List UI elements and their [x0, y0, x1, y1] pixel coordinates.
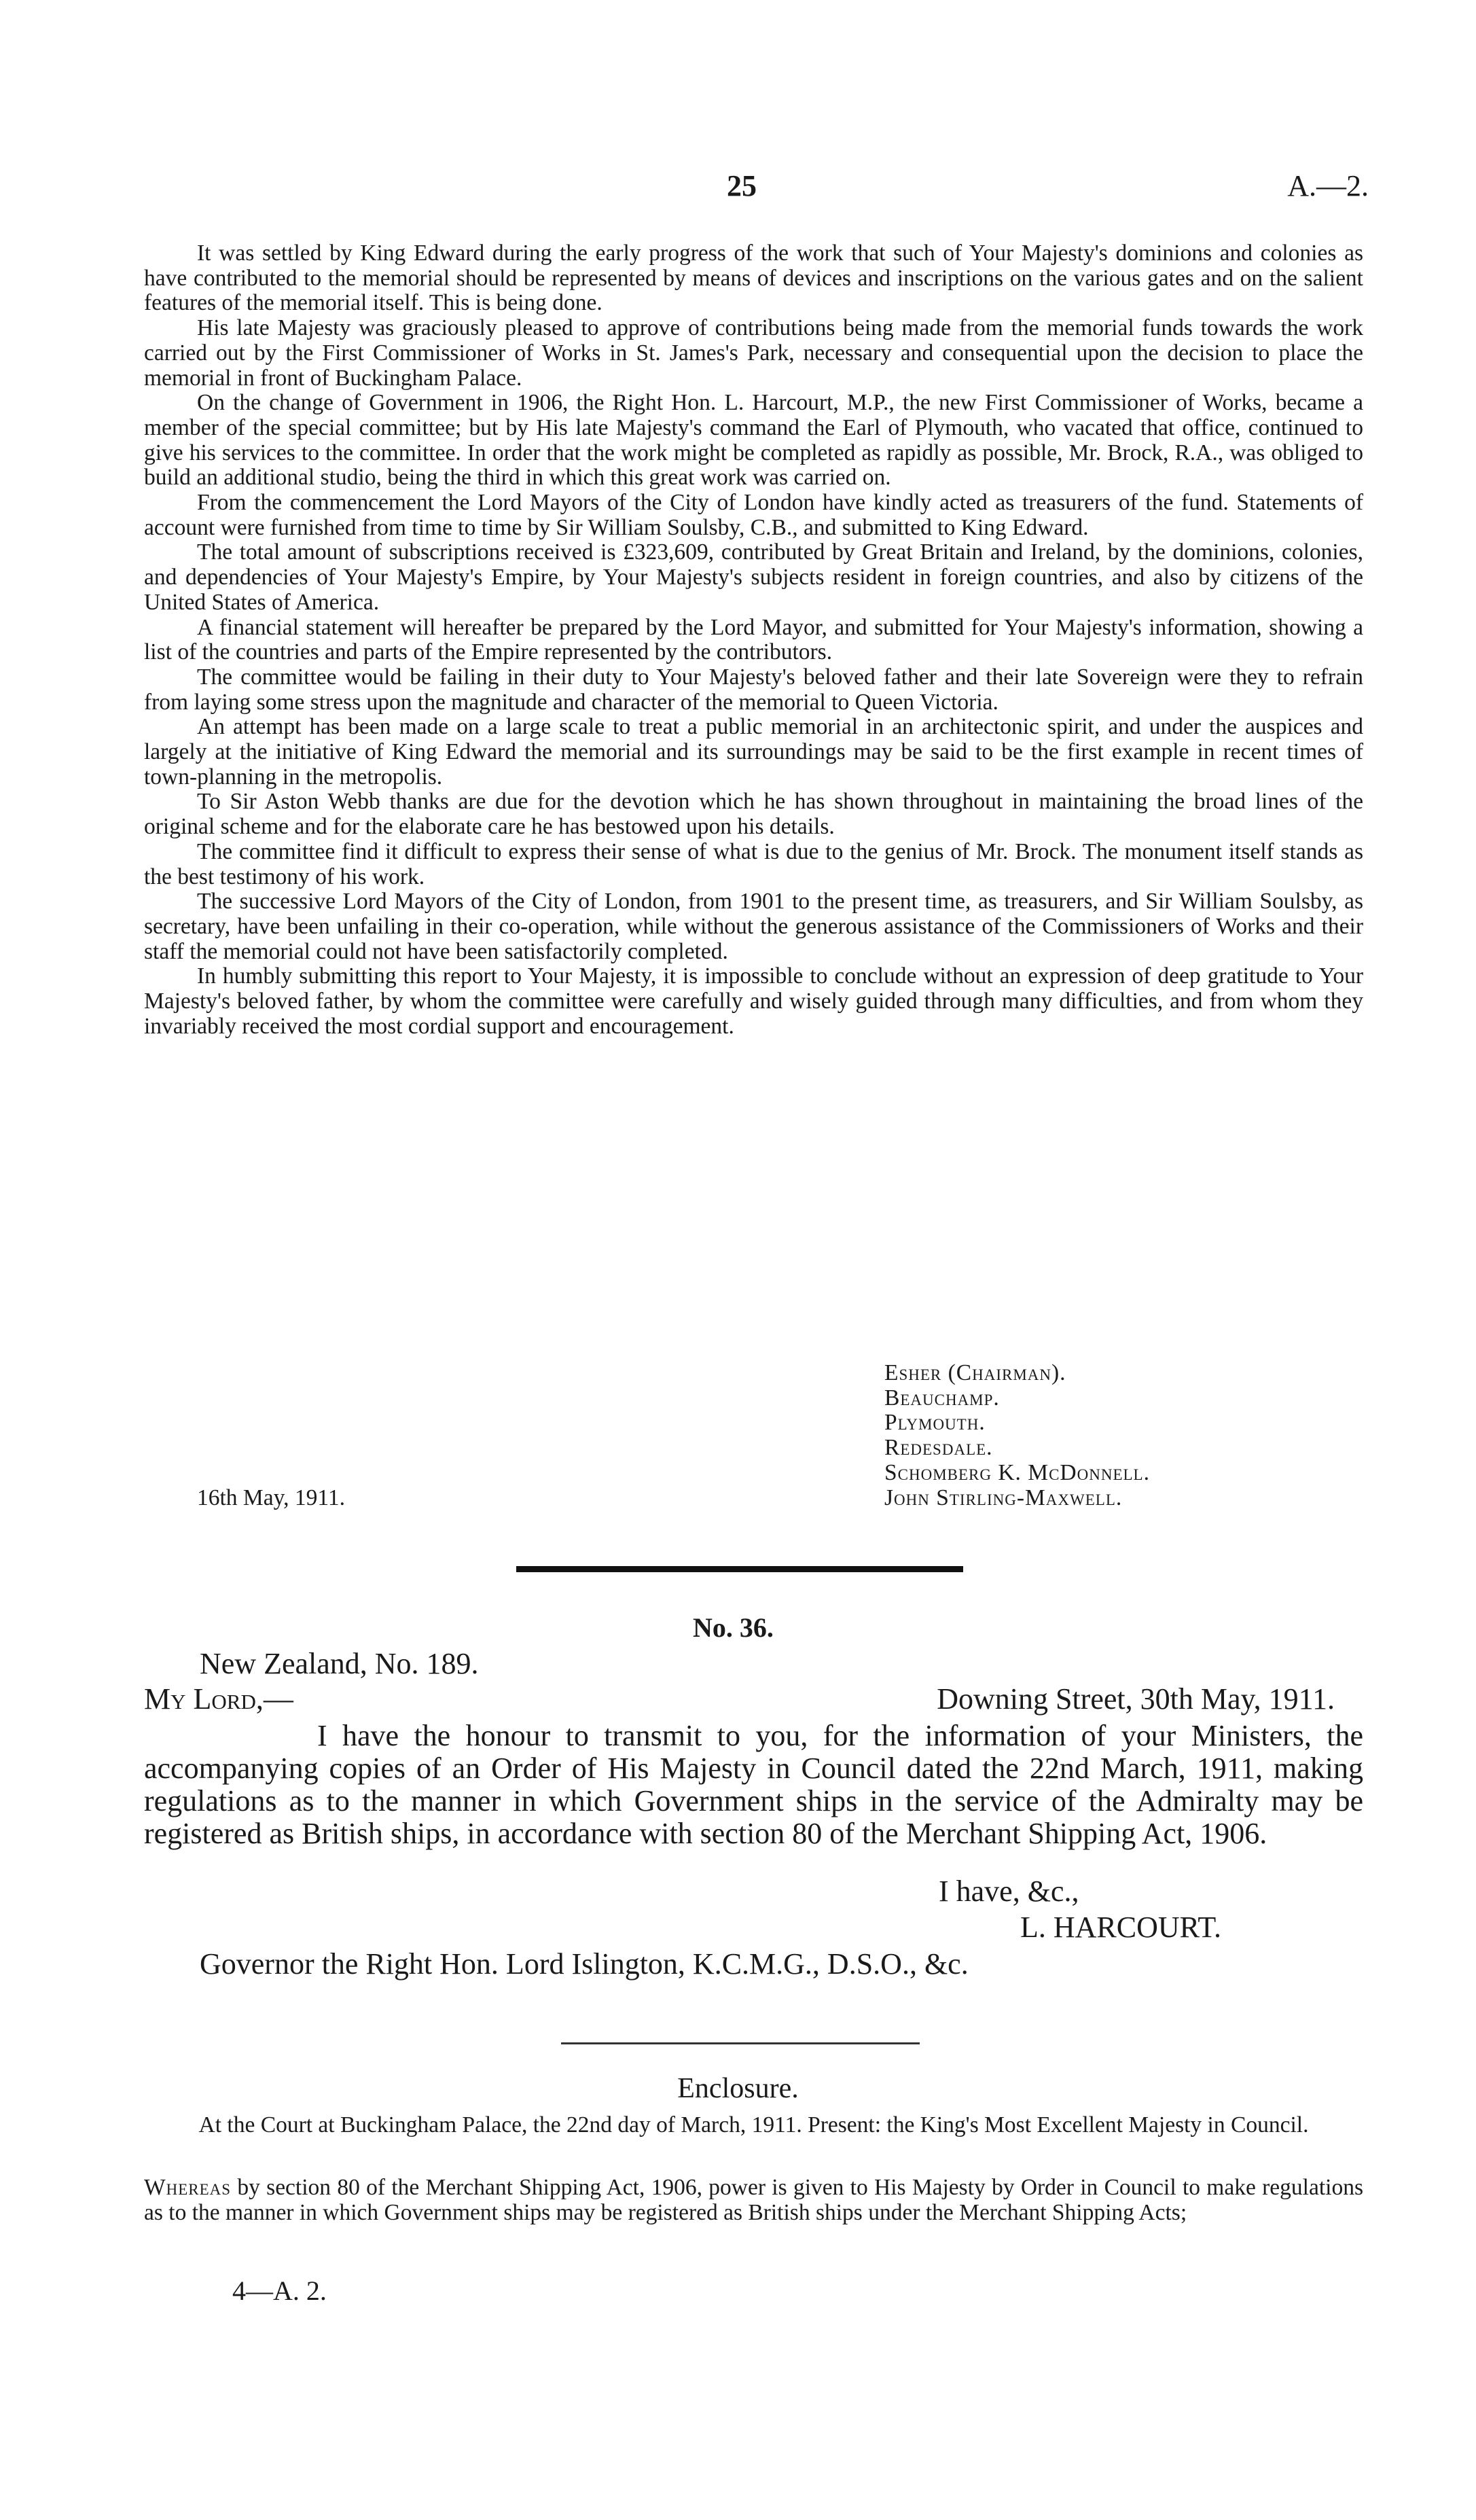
letter-body: I have the honour to transmit to you, for the information of your Ministers, the accompanying copies of an Order of His Majesty in Council dated the 22nd March, 1911, making regulations as to the manner in which Government ships in the service of the Admiralty may be registered as British ships, in accordance with section 80 of the Merchant Shipping Act, 1906. — [144, 1719, 1363, 1850]
letter-salutation: My Lord,— — [144, 1682, 293, 1716]
enclosure-court-line: At the Court at Buckingham Palace, the 22nd day of March, 1911. Present: the King's Most Excellent Majesty in Council. — [198, 2112, 1309, 2137]
report-paragraph: The committee would be failing in their duty to Your Majesty's beloved father and their late Sovereign were they to refrain from laying some stress upon the magnitude and character of the memorial to Queen Victoria. — [144, 664, 1363, 715]
section-divider — [516, 1566, 963, 1572]
letter-signature: L. HARCOURT. — [1020, 1911, 1221, 1944]
page-number: 25 — [727, 169, 757, 202]
report-paragraph: On the change of Government in 1906, the Right Hon. L. Harcourt, M.P., the new First Commissioner of Works, became a member of the special committee; but by His late Majesty's command the Earl of Plymouth, who vacated that office, continued to give his services to the committee. In order that the work might be completed as rapidly as possible, Mr. Brock, R.A., was obliged to build an additional studio, being the third in which this great work was carried on. — [144, 390, 1363, 491]
report-paragraph: In humbly submitting this report to Your Majesty, it is impossible to conclude without an expression of deep gratitude to Your Majesty's beloved father, by whom the committee were carefully and wisely guided through many difficulties, and from whom they invariably received the most cordial support and encouragement. — [144, 963, 1363, 1039]
letter-reference: New Zealand, No. 189. — [200, 1647, 479, 1680]
whereas-text: by section 80 of the Merchant Shipping Act, 1906, power is given to His Majesty by Order in Council to make regulations as to the manner in which Government ships may be registered as British ships under the Merchant Shipping Acts; — [144, 2175, 1363, 2225]
letter-addressee: Governor the Right Hon. Lord Islington, K.C.M.G., D.S.O., &c. — [200, 1947, 969, 1981]
signatory: Schomberg K. McDonnell. — [884, 1459, 1150, 1485]
signatory: Redesdale. — [884, 1435, 993, 1461]
page-header — [0, 168, 1476, 209]
signatory: John Stirling-Maxwell. — [884, 1485, 1123, 1510]
enclosure-divider — [561, 2042, 920, 2044]
report-paragraph: A financial statement will hereafter be prepared by the Lord Mayor, and submitted for Your Majesty's information, showing a list of the countries and parts of the Empire represented by the contributors. — [144, 614, 1363, 665]
signatory: Beauchamp. — [884, 1385, 1000, 1410]
letter-number-heading: No. 36. — [693, 1612, 774, 1643]
whereas-lead: Whereas — [144, 2175, 232, 2200]
report-paragraph: From the commencement the Lord Mayors of the City of London have kindly acted as treasurers of the fund. Statements of account were furnished from time to time by Sir William Soulsby, C.B., and submitted to King Edward. — [144, 490, 1363, 540]
signatories-block — [884, 1361, 1150, 1510]
signatory: Esher (Chairman). — [884, 1360, 1066, 1385]
report-paragraph: His late Majesty was graciously pleased to approve of contributions being made from the memorial funds towards the work carried out by the First Commissioner of Works in St. James's Park, necessary and consequential upon the decision to place the memorial in front of Buckingham Palace. — [144, 315, 1363, 391]
report-body — [144, 241, 1363, 1040]
footer-reference: 4—A. 2. — [232, 2275, 327, 2306]
document-reference: A.—2. — [1287, 169, 1369, 202]
report-paragraph: It was settled by King Edward during the early progress of the work that such of Your Majesty's dominions and colonies as have contributed to the memorial should be represented by means of devices and inscriptions on the various gates and on the salient features of the memorial itself. This is being done. — [144, 241, 1363, 316]
report-paragraph: The committee find it difficult to express their sense of what is due to the genius of Mr. Brock. The monument itself stands as the best testimony of his work. — [144, 838, 1363, 889]
signatory: Plymouth. — [884, 1410, 986, 1436]
letter-closing: I have, &c., — [939, 1875, 1079, 1908]
report-paragraph: An attempt has been made on a large scale to treat a public memorial in an architectonic spirit, and under the auspices and largely at the initiative of King Edward the memorial and its surroundings may be said to be the first example in recent times of town-planning in the metropolis. — [144, 714, 1363, 789]
enclosure-title: Enclosure. — [677, 2073, 799, 2104]
report-paragraph: To Sir Aston Webb thanks are due for the devotion which he has shown throughout in maintaining the broad lines of the original scheme and for the elaborate care he has bestowed upon his details. — [144, 789, 1363, 840]
report-date: 16th May, 1911. — [197, 1485, 346, 1510]
letter-place-date: Downing Street, 30th May, 1911. — [937, 1682, 1335, 1716]
report-paragraph: The total amount of subscriptions received is £323,609, contributed by Great Britain and Ireland, by the dominions, colonies, and dependencies of Your Majesty's Empire, by Your Majesty's subjects resident in foreign countries, and also by citizens of the United States of America. — [144, 539, 1363, 615]
enclosure-whereas-paragraph — [144, 2176, 1363, 2225]
report-paragraph: The successive Lord Mayors of the City of London, from 1901 to the present time, as treasurers, and Sir William Soulsby, as secretary, have been unfailing in their co-operation, while without the generous assistance of the Commissioners of Works and their staff the memorial could not have been satisfactorily completed. — [144, 889, 1363, 964]
